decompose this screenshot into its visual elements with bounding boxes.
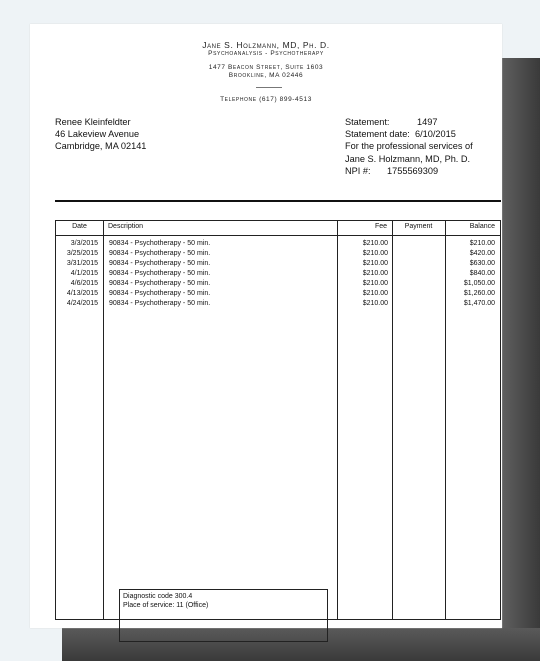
row-balance: $1,050.00: [463, 280, 495, 287]
header-date: Date: [72, 223, 87, 230]
row-fee: $210.00: [362, 250, 388, 257]
column-divider: [392, 221, 393, 619]
row-fee: $210.00: [362, 280, 388, 287]
row-balance: $840.00: [469, 270, 495, 277]
letterhead-specialty: Psychoanalysis - Psychotherapy: [208, 50, 324, 57]
row-balance: $420.00: [469, 250, 495, 257]
statement-date-row: [345, 128, 501, 140]
header-fee: Fee: [374, 223, 387, 230]
row-fee: $210.00: [362, 240, 388, 247]
letterhead-divider: [256, 87, 282, 88]
npi-value: 1755569309: [387, 165, 439, 176]
row-date: 4/1/2015: [70, 270, 98, 277]
row-description: 90834 - Psychotherapy - 50 min.: [109, 260, 211, 267]
row-description: 90834 - Psychotherapy - 50 min.: [109, 240, 211, 247]
npi-row: [345, 165, 501, 177]
row-balance: $1,470.00: [463, 300, 495, 307]
place-of-service: Place of service: 11 (Office): [123, 602, 209, 609]
section-divider: [55, 200, 501, 202]
header-balance: Balance: [469, 223, 495, 230]
row-description: 90834 - Psychotherapy - 50 min.: [109, 300, 211, 307]
patient-address-block: [55, 116, 146, 153]
row-fee: $210.00: [362, 260, 388, 267]
row-fee: $210.00: [362, 290, 388, 297]
letterhead-telephone: Telephone (617) 899-4513: [220, 96, 312, 103]
row-description: 90834 - Psychotherapy - 50 min.: [109, 250, 211, 257]
letterhead-address-line1: 1477 Beacon Street, Suite 1603: [208, 64, 324, 71]
statement-page: [30, 24, 502, 628]
services-line1: For the professional services of: [345, 141, 473, 152]
header-description: Description: [108, 223, 144, 230]
row-date: 4/6/2015: [70, 280, 98, 287]
row-fee: $210.00: [362, 300, 388, 307]
row-date: 3/3/2015: [70, 240, 98, 247]
row-date: 3/31/2015: [66, 260, 98, 267]
row-date: 4/13/2015: [66, 290, 98, 297]
row-date: 4/24/2015: [66, 300, 98, 307]
page-shadow-right: [502, 58, 540, 661]
patient-name: Renee Kleinfeldter: [55, 117, 131, 127]
row-balance: $630.00: [469, 260, 495, 267]
services-line2: Jane S. Holzmann, MD, Ph. D.: [345, 153, 471, 164]
statement-date-label: Statement date:: [345, 129, 410, 140]
diagnostic-box: [119, 589, 328, 642]
header-payment: Payment: [404, 223, 433, 230]
diagnostic-code: Diagnostic code 300.4: [123, 593, 193, 600]
row-description: 90834 - Psychotherapy - 50 min.: [109, 290, 211, 297]
statement-info-block: [345, 116, 501, 177]
row-balance: $1,260.00: [463, 290, 495, 297]
row-description: 90834 - Psychotherapy - 50 min.: [109, 270, 211, 277]
statement-number-value: 1497: [417, 117, 438, 127]
letterhead-name: Jane S. Holzmann, MD, Ph. D.: [202, 40, 330, 50]
column-divider: [103, 221, 104, 619]
npi-label: NPI #:: [345, 165, 371, 176]
patient-city: Cambridge, MA 02141: [55, 141, 147, 152]
row-fee: $210.00: [362, 270, 388, 277]
patient-street: 46 Lakeview Avenue: [55, 129, 140, 140]
row-description: 90834 - Psychotherapy - 50 min.: [109, 280, 211, 287]
row-balance: $210.00: [469, 240, 495, 247]
letterhead-address-line2: Brookline, MA 02446: [228, 72, 304, 79]
statement-number-row: [345, 116, 501, 128]
statement-date-value: 6/10/2015: [415, 129, 456, 140]
row-date: 3/25/2015: [66, 250, 98, 257]
statement-number-label: Statement:: [345, 117, 390, 127]
column-divider: [445, 221, 446, 619]
charges-table: [55, 220, 501, 620]
